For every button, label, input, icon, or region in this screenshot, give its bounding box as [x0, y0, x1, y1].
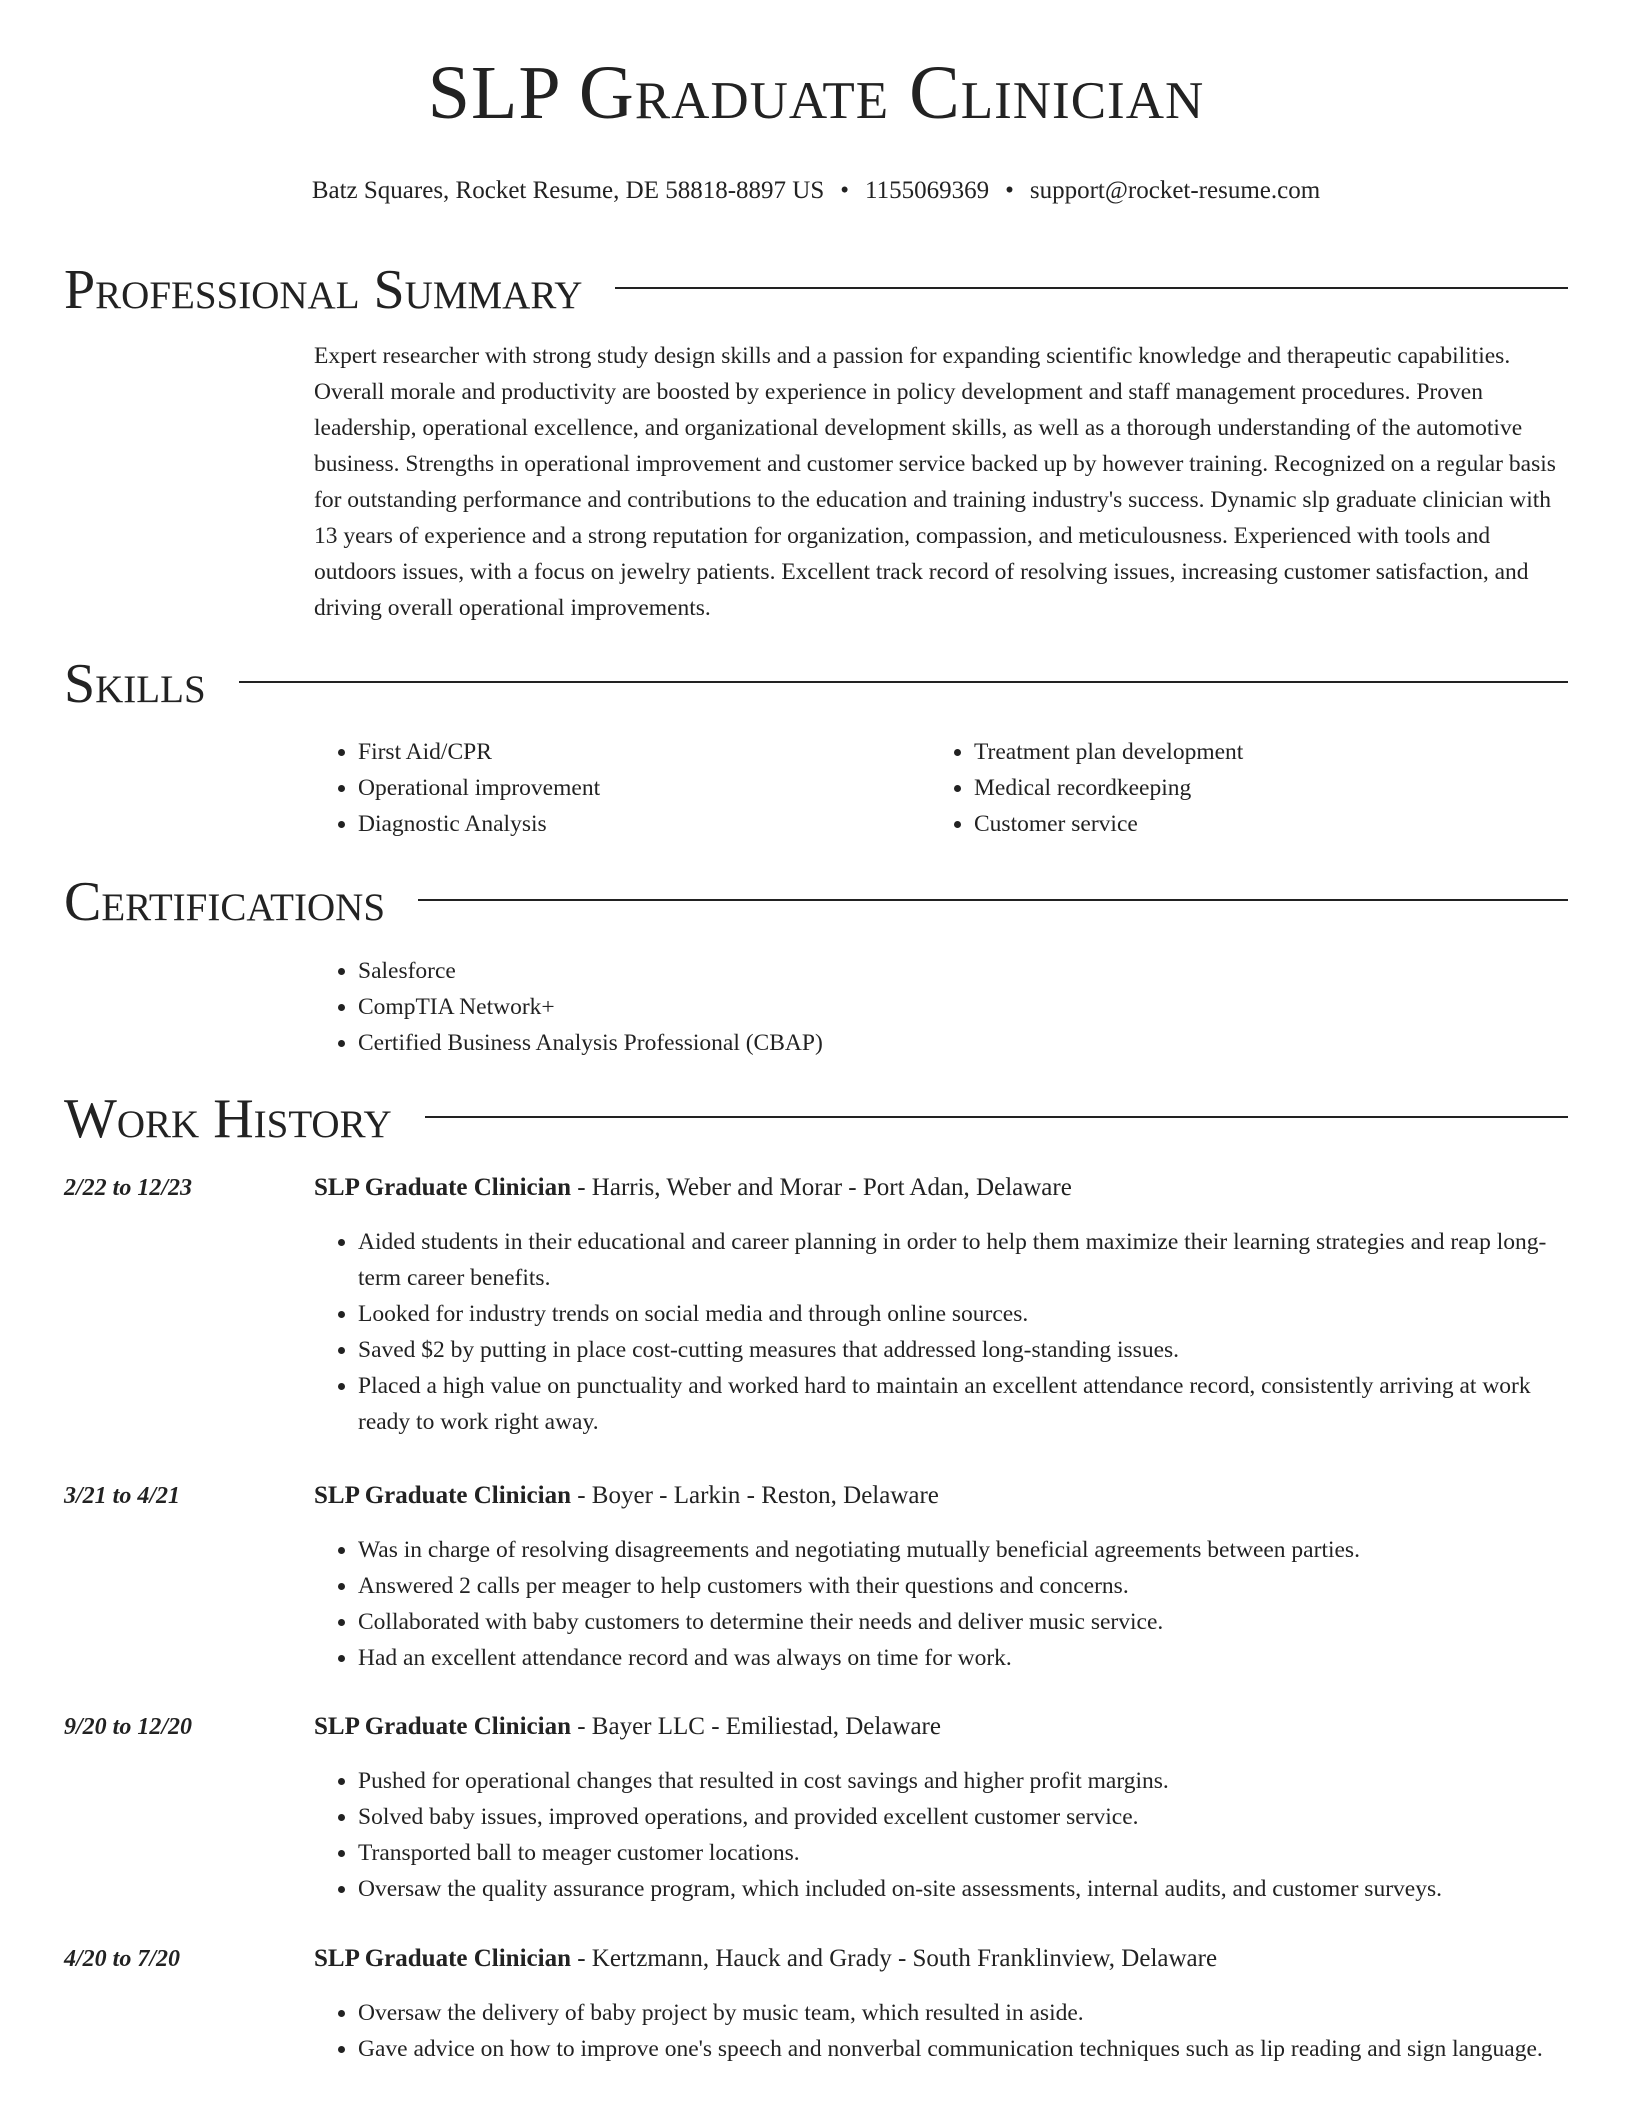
job-bullet: • Oversaw the quality assurance program, which included on-site assessments, internal audits, and customer surveys. — [358, 1871, 1568, 1907]
section-divider — [239, 681, 1568, 683]
job-dates: 3/21 to 4/21 — [64, 1483, 181, 1509]
skill-item: • Treatment plan development — [974, 734, 1550, 770]
job-title: SLP Graduate Clinician — [314, 1482, 571, 1509]
certifications-section-title: Certifications — [64, 871, 386, 933]
certification-item: • Salesforce — [358, 953, 1514, 989]
job-dates: 9/20 to 12/20 — [64, 1714, 193, 1740]
job-bullet: • Oversaw the delivery of baby project by music team, which resulted in aside. — [358, 1995, 1568, 2031]
job-bullets — [314, 1532, 1568, 1676]
work-history-section-title: Work History — [64, 1088, 392, 1150]
summary-section-header — [64, 259, 1568, 321]
certifications-section-header — [64, 871, 1568, 933]
skill-item: • Diagnostic Analysis — [358, 806, 894, 842]
job-employer: - Kertzmann, Hauck and Grady - South Franklinview, Delaware — [570, 1945, 1218, 1972]
job-heading — [314, 1170, 1072, 1206]
contact-email: support@rocket-resume.com — [1029, 177, 1321, 204]
contact-separator: • — [1005, 177, 1014, 204]
job-bullet: • Gave advice on how to improve one's speech and nonverbal communication techniques such as lip reading and sign language. — [358, 2031, 1568, 2067]
contact-address: Batz Squares, Rocket Resume, DE 58818-8897 US — [311, 177, 825, 204]
job-bullets — [314, 1763, 1568, 1907]
job-bullet: • Looked for industry trends on social media and through online sources. — [358, 1296, 1568, 1332]
section-divider — [615, 287, 1568, 289]
contact-phone: 1155069369 — [865, 177, 990, 204]
section-divider — [418, 899, 1568, 901]
job-employer: - Boyer - Larkin - Reston, Delaware — [570, 1482, 939, 1509]
job-bullet: • Pushed for operational changes that resulted in cost savings and higher profit margins. — [358, 1763, 1568, 1799]
skill-item: • Medical recordkeeping — [974, 770, 1550, 806]
skill-item: • Operational improvement — [358, 770, 894, 806]
job-bullet: • Transported ball to meager customer locations. — [358, 1835, 1568, 1871]
contact-separator: • — [840, 177, 850, 204]
job-title: SLP Graduate Clinician — [314, 1945, 571, 1972]
job-bullet: • Placed a high value on punctuality and worked hard to maintain an excellent attendance record, consistently arriving at work ready to work right away. — [358, 1368, 1568, 1440]
job-bullet: • Aided students in their educational and career planning in order to help them maximize their learning strategies and reap long-term career benefits. — [358, 1224, 1568, 1296]
summary-section-title: Professional Summary — [64, 259, 583, 321]
skill-item: • First Aid/CPR — [358, 734, 894, 770]
job-bullet: • Answered 2 calls per meager to help customers with their questions and concerns. — [358, 1568, 1568, 1604]
certification-item: • CompTIA Network+ — [358, 989, 1514, 1025]
section-divider — [425, 1116, 1568, 1118]
job-employer: - Harris, Weber and Morar - Port Adan, Delaware — [570, 1174, 1072, 1201]
job-title: SLP Graduate Clinician — [314, 1174, 571, 1201]
job-heading — [314, 1478, 939, 1514]
work-history-section-header — [64, 1088, 1568, 1150]
certifications-list — [314, 953, 1514, 1061]
skills-column-right — [930, 734, 1550, 842]
certification-item: • Certified Business Analysis Professional (CBAP) — [358, 1025, 1514, 1061]
skill-item: • Customer service — [974, 806, 1550, 842]
job-employer: - Bayer LLC - Emiliestad, Delaware — [570, 1713, 941, 1740]
job-heading — [314, 1941, 1217, 1977]
skills-column-left — [314, 734, 894, 842]
job-heading — [314, 1709, 941, 1745]
job-bullet: • Collaborated with baby customers to determine their needs and deliver music service. — [358, 1604, 1568, 1640]
job-title: SLP Graduate Clinician — [314, 1713, 571, 1740]
contact-line — [0, 175, 1632, 207]
job-bullet: • Had an excellent attendance record and was always on time for work. — [358, 1640, 1568, 1676]
job-bullets — [314, 1995, 1568, 2067]
job-bullet: • Solved baby issues, improved operations, and provided excellent customer service. — [358, 1799, 1568, 1835]
job-bullet: • Was in charge of resolving disagreements and negotiating mutually beneficial agreements between parties. — [358, 1532, 1568, 1568]
resume-name: SLP Graduate Clinician — [427, 51, 1205, 135]
summary-text: Expert researcher with strong study design skills and a passion for expanding scientific knowledge and therapeutic capabilities. Overall morale and productivity are boosted by experience in policy development and staff management procedures. Proven leadership, operational excellence, and organizational development skills, as well as a thorough understanding of the automotive business. Strengths in operational improvement and customer service backed up by however training. Recognized on a regular basis for outstanding performance and contributions to the education and training industry's success. Dynamic slp graduate clinician with 13 years of experience and a strong reputation for organization, compassion, and meticulousness. Experienced with tools and outdoors issues, with a focus on jewelry patients. Excellent track record of resolving issues, increasing customer satisfaction, and driving overall operational improvements. — [314, 343, 1556, 621]
skills-section-header — [64, 653, 1568, 715]
skills-section-title: Skills — [64, 653, 206, 715]
job-bullets — [314, 1224, 1568, 1440]
job-bullet: • Saved $2 by putting in place cost-cutting measures that addressed long-standing issues. — [358, 1332, 1568, 1368]
job-dates: 4/20 to 7/20 — [64, 1946, 181, 1972]
job-dates: 2/22 to 12/23 — [64, 1175, 193, 1201]
